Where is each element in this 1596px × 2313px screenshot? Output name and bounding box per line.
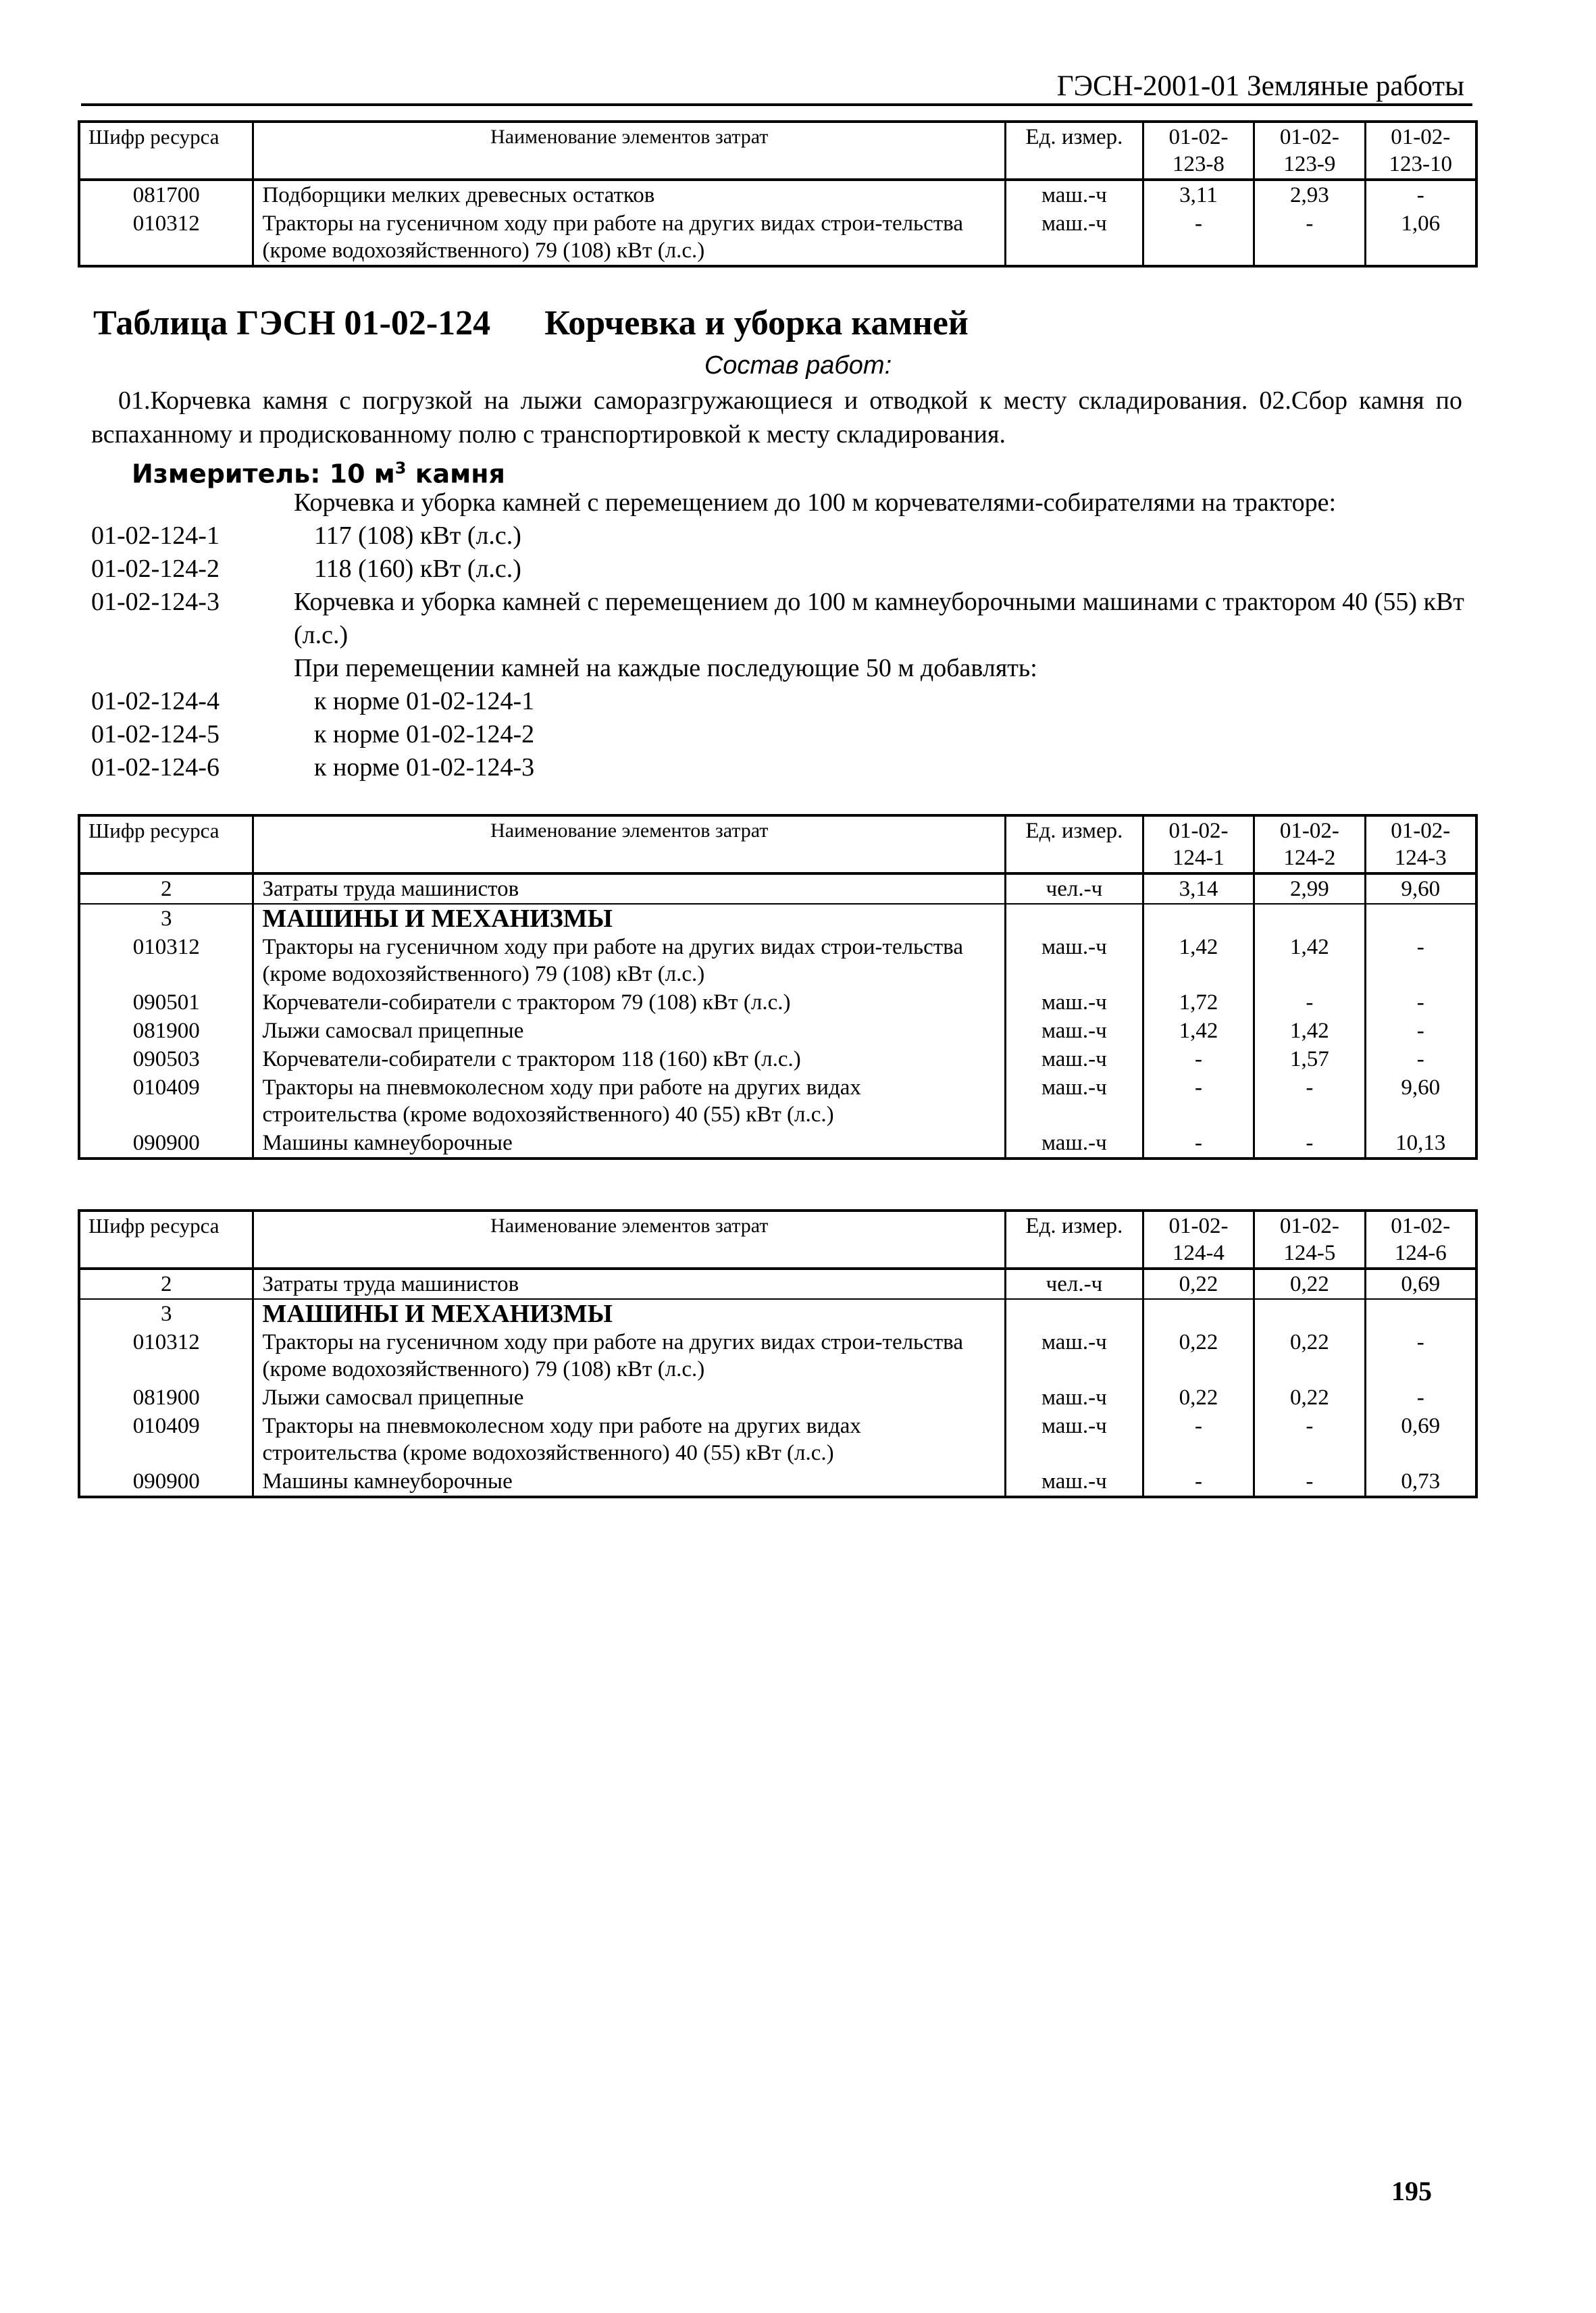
- table-title: [93, 303, 969, 345]
- cell-value-3: 0,69: [1365, 1269, 1476, 1299]
- cell-unit: маш.-ч: [1006, 1073, 1143, 1129]
- cell-value-1: 1,42: [1143, 1017, 1254, 1045]
- cell-value-3: -: [1365, 1328, 1476, 1383]
- cell-value-1: -: [1143, 1412, 1254, 1467]
- cell-unit: чел.-ч: [1006, 873, 1143, 904]
- cell-value-2: 0,22: [1254, 1328, 1365, 1383]
- composition-heading: Состав работ:: [704, 351, 892, 380]
- cell-code: 010312: [79, 1328, 253, 1383]
- cell-value-2: 0,22: [1254, 1269, 1365, 1299]
- norm-text: 117 (108) кВт (л.с.): [314, 522, 521, 550]
- cell-value-3: 1,06: [1365, 209, 1476, 266]
- resource-table-124-1-3: [78, 814, 1478, 1160]
- header-unit: Ед. измер.: [1006, 122, 1143, 180]
- table-header-row: [79, 122, 1476, 180]
- cell-name: Лыжи самосвал прицепные: [253, 1017, 1006, 1045]
- cell-value-1: [1143, 1299, 1254, 1328]
- table-row: [79, 1129, 1476, 1159]
- cell-unit: маш.-ч: [1006, 1328, 1143, 1383]
- cell-code: 090900: [79, 1129, 253, 1159]
- cell-value-1: -: [1143, 1073, 1254, 1129]
- norm-code: [91, 486, 294, 519]
- cell-value-2: [1254, 1299, 1365, 1328]
- resource-table-124-4-6: [78, 1209, 1478, 1498]
- table-row: [79, 1045, 1476, 1073]
- table-number: Таблица ГЭСН 01-02-124: [93, 304, 491, 342]
- cell-code: 010312: [79, 209, 253, 266]
- meter-label: Измеритель: 10 м: [132, 459, 395, 489]
- norm-code: 01-02-124-2: [91, 555, 220, 583]
- cell-value-3: 0,69: [1365, 1412, 1476, 1467]
- header-norm-3: 01-02-123-10: [1365, 122, 1476, 180]
- table-row: [79, 1328, 1476, 1383]
- cell-code: 2: [79, 873, 253, 904]
- cell-value-1: 3,14: [1143, 873, 1254, 904]
- table-row: [79, 1299, 1476, 1328]
- norm-text: 118 (160) кВт (л.с.): [314, 555, 521, 583]
- cell-value-2: -: [1254, 209, 1365, 266]
- norm-text: к норме 01-02-124-3: [314, 753, 535, 782]
- cell-name: МАШИНЫ И МЕХАНИЗМЫ: [253, 904, 1006, 933]
- header-norm-3: 01-02-124-6: [1365, 1211, 1476, 1269]
- cell-value-1: -: [1143, 1467, 1254, 1497]
- norm-code: 01-02-124-3: [91, 588, 220, 616]
- cell-value-1: 0,22: [1143, 1383, 1254, 1412]
- cell-code: 090900: [79, 1467, 253, 1497]
- header-name: Наименование элементов затрат: [253, 1211, 1006, 1269]
- header-rule: [81, 103, 1472, 106]
- norm-row: [91, 586, 1483, 652]
- cell-code: 090501: [79, 988, 253, 1017]
- cell-value-3: -: [1365, 988, 1476, 1017]
- header-name: Наименование элементов затрат: [253, 122, 1006, 180]
- norm-text: Корчевка и уборка камней с перемещением до 100 м корчевателями-собирателями на тракторе:: [294, 488, 1337, 517]
- cell-unit: маш.-ч: [1006, 1467, 1143, 1497]
- cell-value-3: -: [1365, 1017, 1476, 1045]
- table-row: [79, 933, 1476, 988]
- cell-value-2: 1,57: [1254, 1045, 1365, 1073]
- header-norm-1: 01-02-124-4: [1143, 1211, 1254, 1269]
- cell-name: Тракторы на гусеничном ходу при работе на других видах строи-тельства (кроме водохозяйственного) 79 (108) кВт (л.с.): [253, 1328, 1006, 1383]
- cell-code: 010409: [79, 1073, 253, 1129]
- cell-name: Тракторы на гусеничном ходу при работе на других видах строи-тельства (кроме водохозяйственного) 79 (108) кВт (л.с.): [253, 209, 1006, 266]
- norm-text: Корчевка и уборка камней с перемещением до 100 м камнеуборочными машинами с трактором 40 (55) кВт (л.с.): [294, 588, 1464, 649]
- header-code: Шифр ресурса: [79, 815, 253, 873]
- cell-unit: маш.-ч: [1006, 209, 1143, 266]
- norm-text: к норме 01-02-124-2: [314, 720, 535, 748]
- header-unit: Ед. измер.: [1006, 815, 1143, 873]
- table-row: [79, 180, 1476, 209]
- table-row: [79, 1412, 1476, 1467]
- cell-unit: [1006, 904, 1143, 933]
- cell-name: Тракторы на пневмоколесном ходу при работе на других видах строительства (кроме водохозяйственного) 40 (55) кВт (л.с.): [253, 1073, 1006, 1129]
- table-row: [79, 1017, 1476, 1045]
- running-header: ГЭСН-2001-01 Земляные работы: [1056, 70, 1464, 102]
- cell-name: Лыжи самосвал прицепные: [253, 1383, 1006, 1412]
- cell-value-1: [1143, 904, 1254, 933]
- norm-row: [91, 718, 1483, 751]
- cell-value-3: [1365, 1299, 1476, 1328]
- cell-name: Затраты труда машинистов: [253, 1269, 1006, 1299]
- header-norm-2: 01-02-123-9: [1254, 122, 1365, 180]
- cell-unit: маш.-ч: [1006, 1412, 1143, 1467]
- header-norm-1: 01-02-123-8: [1143, 122, 1254, 180]
- table-name: Корчевка и уборка камней: [544, 304, 969, 342]
- cell-value-2: 1,42: [1254, 1017, 1365, 1045]
- norm-row: [91, 751, 1483, 784]
- cell-name: Корчеватели-собиратели с трактором 79 (108) кВт (л.с.): [253, 988, 1006, 1017]
- cell-value-3: 0,73: [1365, 1467, 1476, 1497]
- header-norm-1: 01-02-124-1: [1143, 815, 1254, 873]
- cell-code: 010312: [79, 933, 253, 988]
- cell-name: Затраты труда машинистов: [253, 873, 1006, 904]
- cell-value-2: -: [1254, 1073, 1365, 1129]
- cell-name: Машины камнеуборочные: [253, 1129, 1006, 1159]
- header-norm-2: 01-02-124-5: [1254, 1211, 1365, 1269]
- table-row: [79, 209, 1476, 266]
- norm-text: к норме 01-02-124-1: [314, 687, 535, 715]
- resource-table-top: [78, 120, 1478, 268]
- cell-value-3: 9,60: [1365, 873, 1476, 904]
- cell-value-2: 2,93: [1254, 180, 1365, 209]
- norm-code: 01-02-124-4: [91, 687, 220, 715]
- norm-code: [91, 652, 294, 685]
- norm-row: [91, 519, 1483, 553]
- cell-name: Корчеватели-собиратели с трактором 118 (160) кВт (л.с.): [253, 1045, 1006, 1073]
- norm-list: [91, 486, 1483, 784]
- cell-value-2: -: [1254, 988, 1365, 1017]
- cell-value-1: 3,11: [1143, 180, 1254, 209]
- header-name: Наименование элементов затрат: [253, 815, 1006, 873]
- cell-unit: маш.-ч: [1006, 1129, 1143, 1159]
- cell-value-3: -: [1365, 1045, 1476, 1073]
- table-header-row: [79, 1211, 1476, 1269]
- norm-code: 01-02-124-1: [91, 522, 220, 550]
- cell-value-2: -: [1254, 1129, 1365, 1159]
- cell-value-3: -: [1365, 180, 1476, 209]
- cell-value-3: 9,60: [1365, 1073, 1476, 1129]
- cell-code: 081900: [79, 1017, 253, 1045]
- cell-value-1: 0,22: [1143, 1269, 1254, 1299]
- table-row: [79, 988, 1476, 1017]
- cell-value-2: 0,22: [1254, 1383, 1365, 1412]
- cell-value-1: 1,72: [1143, 988, 1254, 1017]
- cell-name: Тракторы на гусеничном ходу при работе на других видах строи-тельства (кроме водохозяйственного) 79 (108) кВт (л.с.): [253, 933, 1006, 988]
- table-row: [79, 1269, 1476, 1299]
- cell-value-2: -: [1254, 1467, 1365, 1497]
- cell-value-3: -: [1365, 1383, 1476, 1412]
- composition-text: 01.Корчевка камня с погрузкой на лыжи саморазгружающиеся и отводкой к месту складирования. 02.Сбор камня по вспаханному и продискованному полю с транспортировкой к месту складирования.: [91, 386, 1462, 449]
- cell-value-2: 2,99: [1254, 873, 1365, 904]
- cell-name: МАШИНЫ И МЕХАНИЗМЫ: [253, 1299, 1006, 1328]
- norm-row: [91, 553, 1483, 586]
- cell-name: Тракторы на пневмоколесном ходу при работе на других видах строительства (кроме водохозяйственного) 40 (55) кВт (л.с.): [253, 1412, 1006, 1467]
- header-norm-3: 01-02-124-3: [1365, 815, 1476, 873]
- cell-value-2: [1254, 904, 1365, 933]
- cell-unit: маш.-ч: [1006, 1045, 1143, 1073]
- meter-sup: 3: [394, 459, 407, 478]
- cell-unit: маш.-ч: [1006, 180, 1143, 209]
- table-row: [79, 873, 1476, 904]
- cell-code: 090503: [79, 1045, 253, 1073]
- cell-unit: маш.-ч: [1006, 1383, 1143, 1412]
- cell-value-1: 1,42: [1143, 933, 1254, 988]
- norm-row: [91, 486, 1483, 519]
- meter-suffix: камня: [406, 459, 505, 489]
- page-number: 195: [1391, 2176, 1432, 2206]
- cell-unit: [1006, 1299, 1143, 1328]
- table-row: [79, 1073, 1476, 1129]
- cell-unit: чел.-ч: [1006, 1269, 1143, 1299]
- cell-unit: маш.-ч: [1006, 933, 1143, 988]
- cell-unit: маш.-ч: [1006, 1017, 1143, 1045]
- header-code: Шифр ресурса: [79, 122, 253, 180]
- cell-value-2: 1,42: [1254, 933, 1365, 988]
- header-norm-2: 01-02-124-2: [1254, 815, 1365, 873]
- cell-value-3: 10,13: [1365, 1129, 1476, 1159]
- meter: [132, 451, 505, 491]
- cell-name: Машины камнеуборочные: [253, 1467, 1006, 1497]
- cell-code: 010409: [79, 1412, 253, 1467]
- cell-value-1: -: [1143, 209, 1254, 266]
- header-unit: Ед. измер.: [1006, 1211, 1143, 1269]
- header-code: Шифр ресурса: [79, 1211, 253, 1269]
- table-row: [79, 904, 1476, 933]
- cell-code: 081900: [79, 1383, 253, 1412]
- cell-value-1: -: [1143, 1129, 1254, 1159]
- norm-text: При перемещении камней на каждые последующие 50 м добавлять:: [294, 654, 1037, 682]
- cell-code: 3: [79, 904, 253, 933]
- cell-value-3: -: [1365, 933, 1476, 988]
- table-row: [79, 1467, 1476, 1497]
- cell-code: 3: [79, 1299, 253, 1328]
- cell-value-1: 0,22: [1143, 1328, 1254, 1383]
- table-row: [79, 1383, 1476, 1412]
- norm-row: [91, 652, 1483, 685]
- cell-name: Подборщики мелких древесных остатков: [253, 180, 1006, 209]
- cell-code: 081700: [79, 180, 253, 209]
- cell-value-3: [1365, 904, 1476, 933]
- norm-code: 01-02-124-6: [91, 753, 220, 782]
- cell-unit: маш.-ч: [1006, 988, 1143, 1017]
- cell-code: 2: [79, 1269, 253, 1299]
- table-header-row: [79, 815, 1476, 873]
- cell-value-2: -: [1254, 1412, 1365, 1467]
- norm-row: [91, 685, 1483, 718]
- cell-value-1: -: [1143, 1045, 1254, 1073]
- norm-code: 01-02-124-5: [91, 720, 220, 748]
